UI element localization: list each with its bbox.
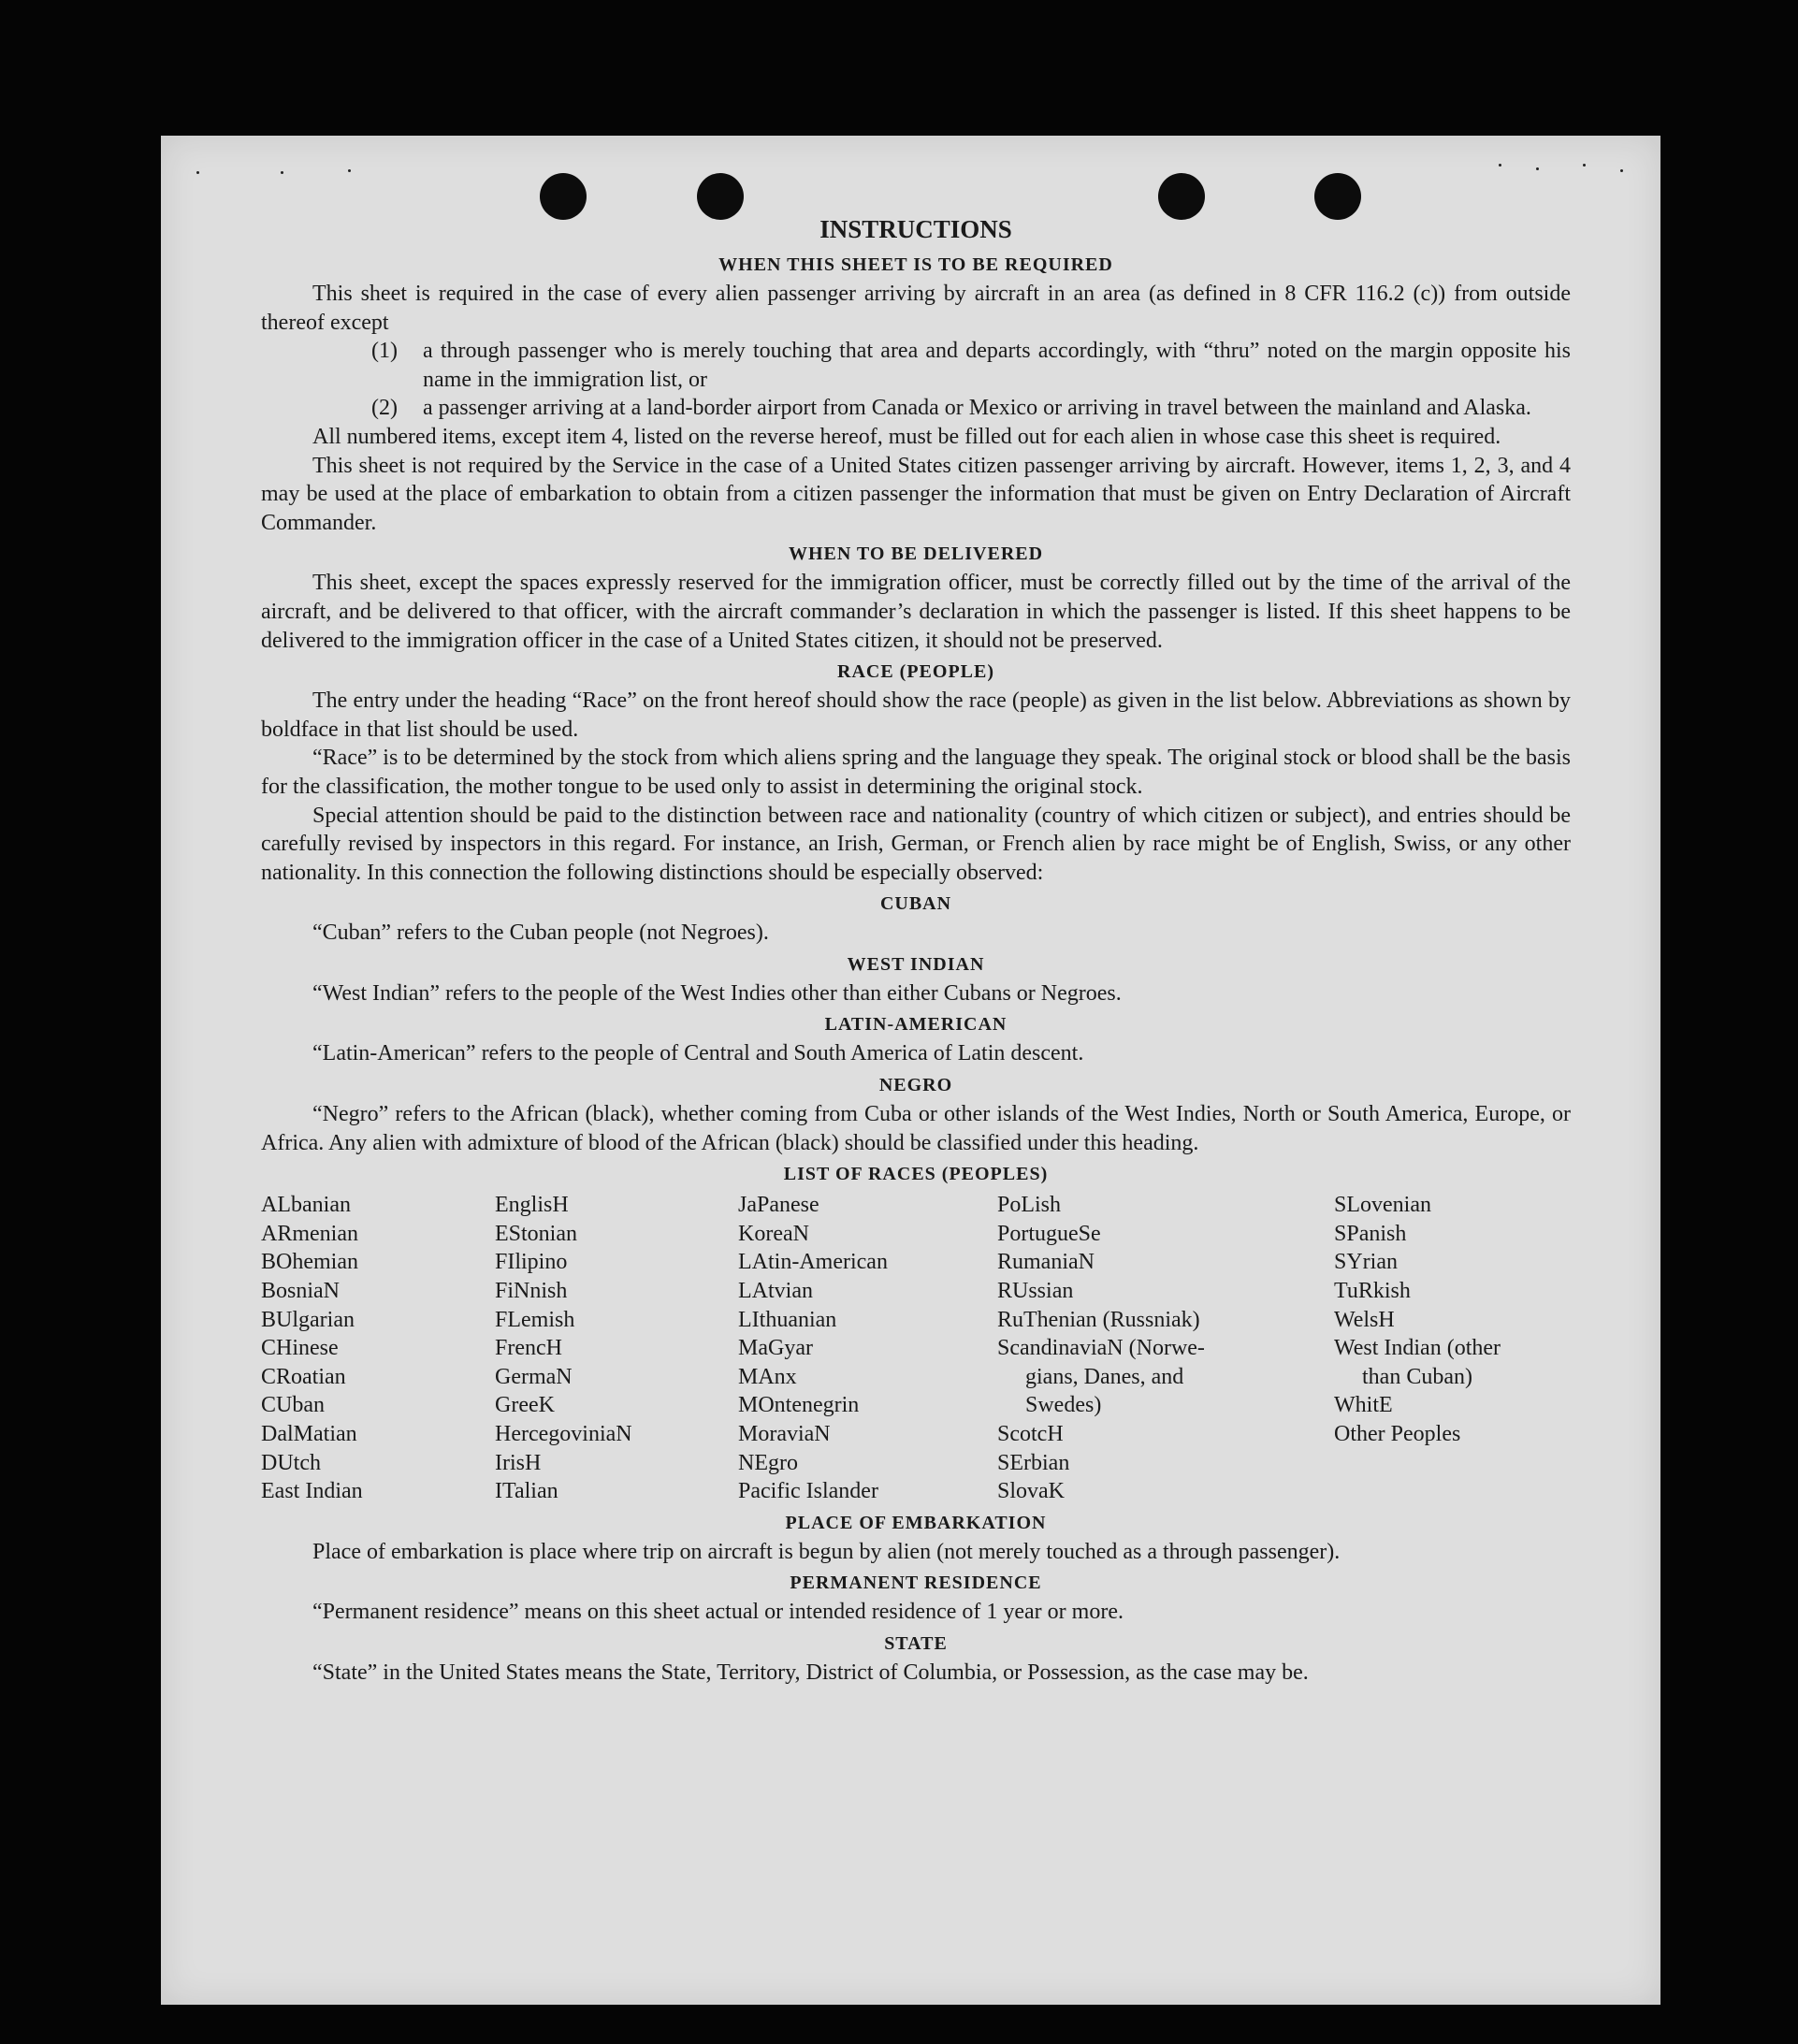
paragraph: “Permanent residence” means on this sheet actual or intended residence of 1 year or more. xyxy=(312,1600,1124,1625)
race-entry: FIlipino xyxy=(495,1250,568,1275)
race-entry: ScotcH xyxy=(997,1422,1064,1446)
exception-item-2 xyxy=(371,394,1571,423)
paragraph: Special attention should be paid to the distinction between race and nationality (country of which citizen or subject), and entries should be carefully revised by inspectors in this regard. For instance, an Irish, German, or French alien by race might be of English, Swiss, or any other nationality. In this connection the following distinctions should be especially observed: xyxy=(261,803,1571,885)
race-entry: FiNnish xyxy=(495,1279,568,1304)
race-entry: FLemish xyxy=(495,1307,575,1332)
race-entry: GreeK xyxy=(495,1393,555,1418)
race-entry: ALbanian xyxy=(261,1193,351,1218)
paragraph: “Negro” refers to the African (black), whether coming from Cuba or other islands of the West Indies, North or South America, Europe, or Africa. Any alien with admixture of blood of the African (black) should be classified under this heading. xyxy=(261,1102,1571,1155)
race-entry: East Indian xyxy=(261,1479,363,1504)
paragraph: Place of embarkation is place where trip on aircraft is begun by alien (not merely touched as a through passenger). xyxy=(312,1539,1341,1564)
race-column xyxy=(738,1191,997,1506)
speck xyxy=(1499,164,1501,167)
paragraph: “Cuban” refers to the Cuban people (not Negroes). xyxy=(312,921,769,946)
race-entry: RuThenian (Russniak) xyxy=(997,1307,1200,1332)
item-text: a passenger arriving at a land-border airport from Canada or Mexico or arriving in travel between the mainland and Alaska. xyxy=(423,396,1531,421)
section-heading-race: RACE (PEOPLE) xyxy=(837,661,994,683)
section-heading-list-of-races: LIST OF RACES (PEOPLES) xyxy=(783,1164,1049,1185)
speck xyxy=(1583,164,1586,167)
speck xyxy=(1620,169,1623,172)
race-entry: CHinese xyxy=(261,1336,339,1361)
instructions-content xyxy=(261,210,1571,1688)
race-entry: RumaniaN xyxy=(997,1250,1095,1275)
race-column xyxy=(495,1191,738,1506)
section-heading-state: STATE xyxy=(884,1632,948,1654)
item-text: a through passenger who is merely touching that area and departs accordingly, with “thru” noted on the margin opposite his name in the immigration list, or xyxy=(423,339,1571,392)
paragraph: “Latin-American” refers to the people of Central and South America of Latin descent. xyxy=(312,1041,1084,1066)
race-entry: ITalian xyxy=(495,1479,558,1504)
race-column xyxy=(1334,1191,1571,1506)
race-entry: MaGyar xyxy=(738,1336,813,1361)
paragraph: All numbered items, except item 4, listed on the reverse hereof, must be filled out for each alien in whose case this sheet is required. xyxy=(312,424,1501,449)
document-sheet xyxy=(161,136,1660,2005)
race-entry: RUssian xyxy=(997,1279,1074,1304)
race-entry: CUban xyxy=(261,1393,325,1418)
paragraph: This sheet is required in the case of every alien passenger arriving by aircraft in an area (as defined in 8 CFR 116.2 (c)) from outside thereof except xyxy=(261,282,1571,335)
race-entry: MOntenegrin xyxy=(738,1393,860,1418)
paragraph: “State” in the United States means the State, Territory, District of Columbia, or Possession, as the case may be. xyxy=(312,1660,1309,1685)
paragraph: This sheet is not required by the Service in the case of a United States citizen passenger arriving by aircraft. However, items 1, 2, 3, and 4 may be used at the place of embarkation to obtain from a citizen passenger the information that must be given on Entry Declaration of Aircraft Commander. xyxy=(261,453,1571,535)
race-entry: MAnx xyxy=(738,1364,797,1389)
race-entry: LAtvian xyxy=(738,1279,813,1304)
speck xyxy=(196,171,199,174)
paragraph: This sheet, except the spaces expressly reserved for the immigration officer, must be correctly filled out by the time of the arrival of the aircraft, and be delivered to that officer, with the aircraft commander’s declaration in which the passenger is listed. If this sheet happens to be delivered to the immigration officer in the case of a United States citizen, it should not be preserved. xyxy=(261,571,1571,653)
paragraph: “Race” is to be determined by the stock from which aliens spring and the language they speak. The original stock or blood shall be the basis for the classification, the mother tongue to be used only to assist in determining the original stock. xyxy=(261,746,1571,799)
section-heading-embarkation: PLACE OF EMBARKATION xyxy=(785,1512,1047,1533)
race-entry: Pacific Islander xyxy=(738,1479,878,1504)
race-column xyxy=(261,1191,495,1506)
race-entry: West Indian (other xyxy=(1334,1336,1501,1361)
race-entry: KoreaN xyxy=(738,1221,809,1246)
race-entry: LAtin-American xyxy=(738,1250,888,1275)
race-entry: BUlgarian xyxy=(261,1307,355,1332)
race-entry: JaPanese xyxy=(738,1193,819,1218)
section-heading-latin-american: LATIN-AMERICAN xyxy=(824,1014,1008,1036)
race-entry: Swedes) xyxy=(1025,1393,1102,1418)
speck xyxy=(1536,167,1539,170)
race-entry: SlovaK xyxy=(997,1479,1065,1504)
race-entry: SPanish xyxy=(1334,1221,1407,1246)
section-heading-delivered: WHEN TO BE DELIVERED xyxy=(788,544,1044,565)
race-entry: GermaN xyxy=(495,1364,573,1389)
race-entry: PortugueSe xyxy=(997,1221,1101,1246)
race-list xyxy=(261,1191,1571,1506)
speck xyxy=(281,171,283,174)
race-entry: LIthuanian xyxy=(738,1307,837,1332)
race-entry: MoraviaN xyxy=(738,1422,831,1446)
race-entry: IrisH xyxy=(495,1450,542,1475)
race-entry: Other Peoples xyxy=(1334,1422,1461,1446)
paragraph: “West Indian” refers to the people of the West Indies other than either Cubans or Negroes. xyxy=(312,980,1122,1006)
race-entry: FrencH xyxy=(495,1336,562,1361)
race-entry: WhitE xyxy=(1334,1393,1393,1418)
race-entry: CRoatian xyxy=(261,1364,346,1389)
speck xyxy=(348,169,351,172)
race-entry: TuRkish xyxy=(1334,1279,1411,1304)
section-heading-west-indian: WEST INDIAN xyxy=(847,953,985,975)
race-entry: PoLish xyxy=(997,1193,1062,1218)
section-heading-cuban: CUBAN xyxy=(879,893,952,915)
paragraph: The entry under the heading “Race” on the front hereof should show the race (people) as given in the list below. Abbreviations as shown by boldface in that list should be used. xyxy=(261,689,1571,742)
race-entry: EnglisH xyxy=(495,1193,569,1218)
section-heading-residence: PERMANENT RESIDENCE xyxy=(790,1573,1042,1594)
race-entry: NEgro xyxy=(738,1450,798,1475)
item-number: (2) xyxy=(371,396,398,421)
race-entry: DUtch xyxy=(261,1450,321,1475)
race-entry: EStonian xyxy=(495,1221,577,1246)
item-number: (1) xyxy=(371,339,398,364)
race-column xyxy=(997,1191,1334,1506)
race-entry: gians, Danes, and xyxy=(1025,1364,1184,1389)
race-entry: ARmenian xyxy=(261,1221,358,1246)
race-entry: ScandinaviaN (Norwe- xyxy=(997,1336,1205,1361)
race-entry: than Cuban) xyxy=(1362,1364,1472,1389)
section-heading-required: WHEN THIS SHEET IS TO BE REQUIRED xyxy=(718,254,1113,275)
section-heading-negro: NEGRO xyxy=(878,1075,953,1096)
exception-item-1 xyxy=(371,337,1571,394)
page-title: INSTRUCTIONS xyxy=(819,215,1012,243)
race-entry: BosniaN xyxy=(261,1279,340,1304)
race-entry: DalMatian xyxy=(261,1422,357,1446)
race-entry: HercegoviniaN xyxy=(495,1422,632,1446)
race-entry: SYrian xyxy=(1334,1250,1398,1275)
race-entry: BOhemian xyxy=(261,1250,358,1275)
race-entry: WelsH xyxy=(1334,1307,1395,1332)
race-entry: SErbian xyxy=(997,1450,1070,1475)
race-entry: SLovenian xyxy=(1334,1193,1431,1218)
